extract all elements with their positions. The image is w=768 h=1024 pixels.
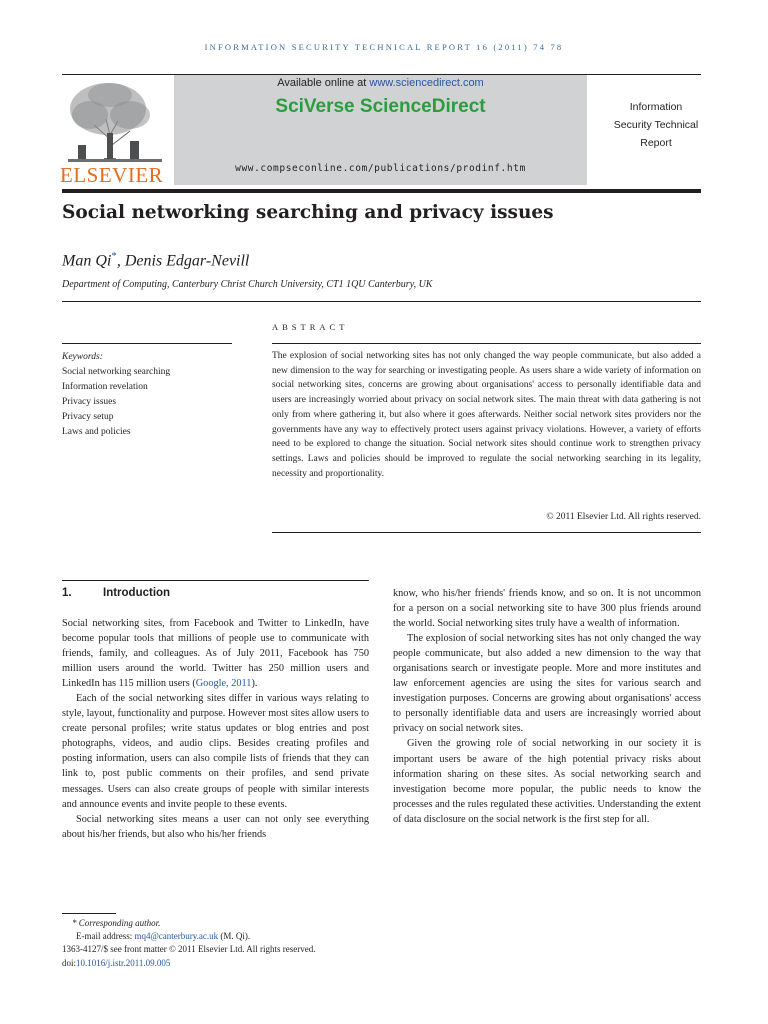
footnote-text: E-mail address: — [76, 931, 135, 942]
keywords-top-rule — [62, 343, 232, 344]
paragraph: Given the growing role of social networking in our society it is important users be aware of the high potential privacy risks about information sharing on these sites. As social networking search and investigation become more popular, the public needs to know the processes and the rules regulated these activities. Understanding the extent of data disclosure on the social network is the first step for all. — [393, 738, 701, 825]
author-separator: , — [116, 252, 125, 270]
doi-line — [62, 957, 315, 970]
corresponding-author-note: * Corresponding author. — [72, 918, 161, 928]
header-divider — [62, 301, 701, 302]
keywords-heading: Keywords: — [62, 352, 103, 362]
article-title: Social networking searching and privacy issues — [62, 202, 554, 223]
right-column — [393, 586, 701, 827]
paragraph: Each of the social networking sites differ in various ways relating to style, layout, functionality and purpose. However most sites allow users to create personal profiles; write status updates or blog entries and post photographs, videos, and audio clips. Besides creating profiles and posting information, users can also compile lists of friends that they can link to, post public comments on their profiles, and send private messages. Users can also create groups of people with similar interests and announce events and invite people to these events. — [62, 693, 369, 810]
footnote-text: doi: — [62, 957, 77, 968]
email-link[interactable]: mq4@canterbury.ac.uk — [134, 931, 219, 942]
doi-link[interactable]: 10.1016/j.istr.2011.09.005 — [76, 957, 171, 968]
author-name: Denis Edgar-Nevill — [124, 252, 250, 270]
abstract-bottom-rule — [272, 532, 701, 533]
section-title: Introduction — [103, 587, 171, 599]
paragraph — [62, 616, 369, 691]
affiliation: Department of Computing, Canterbury Christ Church University, CT1 1QU Canterbury, UK — [62, 279, 433, 290]
abstract-heading: ABSTRACT — [272, 322, 349, 332]
abstract-text: The explosion of social networking sites has not only changed the way people communicate, but also added a new dimension to the way for searching or investigating people. As users share a wide variety of information on social networking sites, concerns are growing about organisations' access to personally identifiable data and users are increasingly worried about privacy on social network sites. The main threat with data gathering is not only from where gathering it, but also where it goes afterwards. Neither social network sites providers nor the governments have any way to effectively protect users against privacy violations. However, a variety of efforts need to be explored to change the situation. Social network sites should continue work to strengthen privacy settings. Laws and policies should be improved to regulate the social networking searching in its legality, necessity and proportionality. — [272, 351, 701, 479]
journal-url[interactable]: www.compseconline.com/publications/prodinf.htm — [235, 163, 526, 174]
available-online — [174, 77, 587, 89]
keyword-item: Privacy issues — [62, 397, 117, 407]
running-header: INFORMATION SECURITY TECHNICAL REPORT 16 (2011) 74 78 — [204, 42, 564, 52]
author-name: Man Qi — [62, 252, 112, 270]
journal-name-line: Information — [629, 101, 683, 113]
section-heading — [62, 587, 170, 599]
footnote-text: Corresponding author. — [78, 918, 161, 928]
keyword-item: Privacy setup — [62, 412, 114, 422]
paragraph-text: ). — [251, 678, 258, 690]
journal-name-line: Report — [640, 137, 672, 149]
paragraph: Social networking sites means a user can not only see everything about his/her friends, but also who his/her friends — [62, 813, 369, 840]
author-list — [62, 250, 249, 270]
issn-line: 1363-4127/$ see front matter © 2011 Elsevier Ltd. All rights reserved. — [62, 944, 316, 955]
citation-link[interactable]: Google, 2011 — [195, 678, 252, 690]
section-rule — [62, 580, 369, 581]
corresponding-author-mark[interactable]: * — [111, 250, 117, 262]
elsevier-wordmark: ELSEVIER — [60, 163, 164, 187]
footnotes — [62, 917, 315, 970]
masthead-bottom-rule — [62, 189, 701, 193]
section-number: 1. — [62, 587, 72, 599]
keyword-item: Information revelation — [62, 382, 148, 392]
keyword-item: Laws and policies — [62, 427, 131, 437]
footnote-text: (M. Qi). — [218, 931, 251, 942]
keywords-block — [62, 350, 232, 440]
sciverse-logo-text: SciVerse ScienceDirect — [275, 96, 486, 117]
footnote-rule — [62, 913, 116, 914]
abstract-top-rule — [272, 343, 701, 344]
left-column — [62, 616, 369, 842]
paragraph-text: Social networking sites, from Facebook and Twitter to LinkedIn, have become popular tools that millions of people use to communicate with friends, family, and colleagues. As of July 2011, Facebook has 750 million users around the world. Twitter has 250 million users and LinkedIn has 115 million users ( — [62, 618, 369, 690]
available-prefix: Available online at — [277, 77, 370, 89]
email-note — [62, 930, 315, 943]
paragraph: The explosion of social networking sites has not only changed the way people communicate, but also added a new dimension to the way that organisations search or investigate people. More and more institutes and law enforcement agencies are using the sites for various search and investigation purposes. Concerns are growing about organisations' access to personally identifiable data and users are increasingly worried about privacy on social network sites. — [393, 633, 701, 735]
journal-name — [596, 98, 716, 152]
paragraph: know, who his/her friends' friends know, and so on. It is not uncommon for a person on a social networking site to have 300 plus friends around the world. Social networking sites truly have a wealth of information. — [393, 588, 701, 630]
sciencedirect-link[interactable]: www.sciencedirect.com — [369, 77, 484, 89]
keyword-item: Social networking searching — [62, 367, 171, 377]
abstract-copyright: © 2011 Elsevier Ltd. All rights reserved. — [546, 512, 701, 522]
journal-name-line: Security Technical — [613, 119, 699, 131]
